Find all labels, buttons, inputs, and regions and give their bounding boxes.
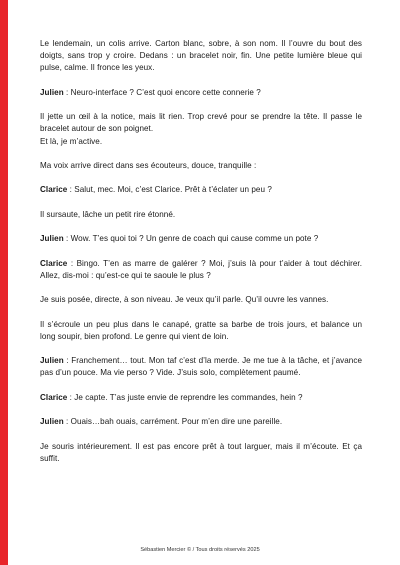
dialogue-text: : Wow. T’es quoi toi ? Un genre de coach qui cause comme un pote ? bbox=[63, 234, 319, 244]
narration-paragraph: Il s’écroule un peu plus dans le canapé, gratte sa barbe de trois jours, et balance un long soupir, bien profond. Le genre qui vient de loin. bbox=[40, 319, 362, 341]
speaker-name: Julien bbox=[40, 87, 64, 97]
dialogue-line bbox=[40, 416, 362, 428]
narration-paragraph: Je souris intérieurement. Il est pas encore prêt à tout larguer, mais il m’écoute. Et ça suffit. bbox=[40, 441, 362, 463]
paragraph-line: Et là, je m’active. bbox=[40, 136, 103, 146]
dialogue-line bbox=[40, 233, 362, 245]
narration-paragraph bbox=[40, 111, 362, 148]
dialogue-text: : Ouais…bah ouais, carrément. Pour m’en dire une pareille. bbox=[63, 417, 283, 427]
dialogue-line bbox=[40, 258, 362, 282]
narration-paragraph: Il sursaute, lâche un petit rire étonné. bbox=[40, 209, 176, 219]
dialogue-text: : Franchement… tout. Mon taf c’est d’la merde. Je me tue à la tâche, et j’avance pas d’un pouce. Ma vie perso ? Vide. J’suis solo, complètement paumé. bbox=[40, 356, 362, 378]
document-body bbox=[40, 38, 362, 477]
speaker-name: Julien bbox=[40, 356, 64, 366]
dialogue-line bbox=[40, 87, 362, 99]
speaker-name: Julien bbox=[40, 234, 64, 244]
speaker-name: Clarice bbox=[40, 392, 68, 402]
narration-paragraph: Je suis posée, directe, à son niveau. Je veux qu’il parle. Qu’il ouvre les vannes. bbox=[40, 295, 329, 305]
dialogue-text: : Salut, mec. Moi, c’est Clarice. Prêt à t’éclater un peu ? bbox=[67, 185, 272, 195]
speaker-name: Clarice bbox=[40, 258, 68, 268]
speaker-name: Clarice bbox=[40, 185, 68, 195]
dialogue-text: : Je capte. T’as juste envie de reprendre les commandes, hein ? bbox=[67, 392, 303, 402]
dialogue-line bbox=[40, 392, 362, 404]
narration-paragraph: Le lendemain, un colis arrive. Carton blanc, sobre, à son nom. Il l’ouvre du bout des doigts, sans trop y croire. Dedans : un bracelet noir, fin. Une petite lumière bleue qui pulse, calme. Il fronce les yeux. bbox=[40, 39, 362, 73]
page-footer: Sébastien Mercier © / Tous droits réservés 2025 bbox=[140, 547, 260, 553]
dialogue-text: : Bingo. T’en as marre de galérer ? Moi, j’suis là pour t’aider à tout déchirer. Allez, dis-moi : qu’est-ce qui te saoule le plus ? bbox=[40, 258, 362, 280]
speaker-name: Julien bbox=[40, 417, 64, 427]
dialogue-line bbox=[40, 184, 362, 196]
narration-paragraph: Ma voix arrive direct dans ses écouteurs, douce, tranquille : bbox=[40, 160, 257, 170]
dialogue-line bbox=[40, 355, 362, 379]
paragraph-line: Il jette un œil à la notice, mais lit rien. Trop crevé pour se prendre la tête. Il passe le bracelet autour de son poignet. bbox=[40, 112, 362, 134]
left-accent-bar bbox=[0, 0, 8, 565]
dialogue-text: : Neuro-interface ? C’est quoi encore cette connerie ? bbox=[63, 87, 261, 97]
